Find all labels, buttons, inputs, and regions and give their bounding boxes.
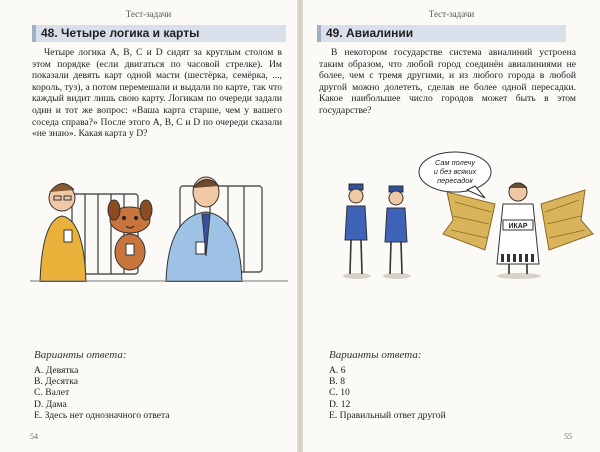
icarus-sign: ИКАР [508,223,528,230]
answer-option-d: D. Дама [34,398,67,410]
answer-option-c: C. 10 [329,387,350,399]
answer-option-d: D. 12 [329,398,351,410]
answers-heading: Варианты ответа: [329,349,422,361]
answer-option-e: E. Здесь нет однозначного ответа [34,409,170,421]
answer-options [34,365,170,421]
page-number: 55 [564,432,572,441]
airline-cartoon [335,150,597,280]
answer-option-b: B. Десятка [34,376,78,388]
running-head: Тест-задачи [428,9,475,19]
answer-options [329,365,446,421]
problem-text: В некотором государстве система авиалиний устроена таким образом, что любой город соединён авиалиниями не более, чем с тремя другими, и из любого города в любой другой можно долететь, сделав не более одной пересадки. Какое наибольшее число городов может быть в этом государстве? [319,47,576,116]
left-page [0,0,298,452]
answers-heading: Варианты ответа: [34,349,127,361]
speech-bubble-line-2: и без всяких [433,167,477,176]
problem-title: Авиалинии [346,26,414,40]
problem-title: Четыре логика и карты [61,26,200,40]
page-number: 54 [30,432,38,441]
answer-option-b: B. 8 [329,376,345,388]
answer-option-c: C. Валет [34,387,70,399]
problem-number: 49. [326,26,343,40]
answer-option-e: E. Правильный ответ другой [329,409,446,421]
right-page [302,0,600,452]
speech-bubble-line-3: пересадок [437,176,473,185]
problem-number: 48. [41,26,58,40]
answer-option-a: A. 6 [329,365,346,376]
answer-option-a: A. Девятка [34,365,79,376]
speech-bubble-line-1: Сам полечу [434,158,476,167]
running-head: Тест-задачи [125,9,172,19]
problem-text: Четыре логика A, B, C и D сидят за круглым столом в этом порядке (если двигаться по часовой стрелке). Им показали девять карт одной масти (шестёрка, семёрка, ..., король, туз), а потом перемешали и выдали по карте, так что каждый видит лишь свою карту. Логикам по очереди задали один и тот же вопрос: «Ваша карта старше, чем у вашего соседа справа?» После этого A, B, C и D по очереди сказали «не знаю». Какая карта у D? [32,47,282,140]
problem-title-bar [32,25,286,42]
logicians-cartoon [30,160,288,282]
problem-title-bar [317,25,566,42]
